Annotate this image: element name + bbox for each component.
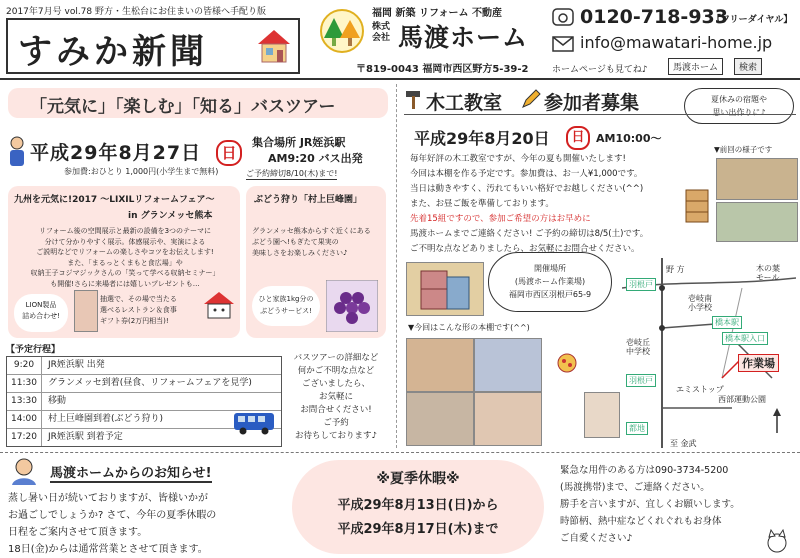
table-row [7, 393, 281, 411]
prev-photo-1 [716, 158, 798, 200]
schedule-time: 14:00 [7, 411, 42, 428]
grape-body-line: ぶどう園へ!もぎたて果実の [252, 238, 339, 246]
class-photo-2 [474, 338, 542, 392]
tour-weekday: 日 [216, 140, 242, 166]
class-photo-1 [406, 338, 474, 392]
map-label-park: 西部運動公園 [718, 395, 766, 404]
staff-icon [8, 456, 40, 486]
company-type [372, 22, 390, 44]
fair-title: 九州を元気に!2017 ～LIXILリフォームフェア～ [14, 195, 215, 205]
woodwork-rule [404, 114, 796, 115]
woodwork-bubble [684, 88, 794, 124]
map-label-line: モール [756, 273, 780, 282]
schedule-event: グランメッセ到着(昼食、リフォームフェアを見学) [48, 378, 252, 388]
holiday-title: ※夏季休暇※ [376, 471, 460, 487]
schedule-time: 9:20 [7, 357, 42, 374]
map-label-line: 壱岐南 [688, 294, 712, 303]
woodwork-body-line: また、お昼ご飯を準備しております。 [410, 199, 554, 209]
lion-note-line: 詰め合わせ! [22, 312, 60, 320]
tour-banner: 「元気に」「楽しむ」「知る」バスツアー [30, 97, 336, 117]
inquiry-text [284, 352, 388, 443]
lottery-line: 選べるレストラン＆食事 [100, 306, 177, 314]
woodwork-body-line: 馬渡ホームまでご連絡ください! ご予約の締切は8/5(土)です。 [410, 229, 649, 239]
phone-number[interactable]: 0120-718-933 [580, 6, 728, 28]
woodwork-body-line: 先着15組ですので、参加ご希望の方はお早めに [410, 214, 591, 224]
free-dial-label: 【フリーダイヤル】 [712, 15, 793, 25]
notice-title: 馬渡ホームからのお知らせ! [50, 462, 212, 483]
lion-note [14, 294, 68, 332]
search-word-box[interactable]: 馬渡ホーム [668, 58, 723, 75]
table-row [7, 375, 281, 393]
mail-icon [552, 36, 574, 52]
company-tagline: 福岡 新築 リフォーム 不動産 [372, 8, 502, 19]
map-label-hashimoto-iri: 橋本駅入口 [722, 332, 768, 345]
tour-date: 平成29年8月27日 [30, 142, 202, 164]
prev-photo-2 [716, 202, 798, 242]
company-address: 〒819-0043 福岡市西区野方5-39-2 [356, 64, 529, 75]
phone-icon [552, 8, 574, 26]
fair-card [8, 186, 240, 338]
venue-bubble [488, 252, 612, 312]
schedule-event: JR姪浜駅 到着予定 [48, 432, 123, 442]
map-label-line: 壱岐丘 [626, 338, 650, 347]
venue-line: (馬渡ホーム作業場) [514, 277, 586, 286]
inquiry-line: ございましたら、 [301, 379, 370, 389]
schedule-event: JR姪浜駅 出発 [48, 360, 105, 370]
emergency-line: 勝手を言いますが、宜しくお願いします。 [560, 499, 740, 510]
map-label-store: エミストップ [676, 385, 724, 394]
pencil-icon [520, 88, 542, 110]
venue-line: 開催場所 [534, 264, 566, 273]
newsletter-title: すみか新聞 [18, 32, 208, 72]
inquiry-line: お気軽に [318, 392, 353, 402]
prev-label: ▼前回の様子です [714, 145, 773, 154]
column-divider [396, 84, 397, 448]
search-button[interactable]: 検索 [734, 58, 762, 75]
schedule-event: 移動 [48, 396, 67, 406]
masthead-divider [0, 78, 800, 80]
fair-venue: in グランメッセ熊本 [128, 211, 213, 221]
class-photo-3 [406, 392, 474, 446]
bookshelf-illustration-icon [407, 263, 483, 315]
bookshelf-photo [406, 262, 484, 316]
map-label-noura: 野 方 [666, 265, 685, 274]
woodwork-title: 木工教室 [426, 92, 503, 114]
inquiry-line: お待ちしております♪ [295, 431, 377, 441]
house-icon [256, 28, 292, 64]
fair-body [14, 226, 236, 289]
guide-person-icon [6, 136, 28, 170]
photo-caption: ▼今回はこんな形の本棚です(^^) [408, 323, 530, 332]
access-map [622, 258, 796, 448]
venue-line: 福岡市西区羽根戸65-9 [508, 290, 592, 299]
grape-title: ぶどう狩り「村上巨峰園」 [254, 195, 363, 205]
map-label-sengen: 都地 [626, 422, 648, 435]
notice-body [8, 490, 216, 558]
notice-body-line: 蒸し暑い日が続いておりますが、皆様いかが [8, 493, 208, 504]
company-type-line-1: 株式 [372, 22, 391, 32]
holiday-end: 平成29年8月17日(木)まで [337, 522, 499, 537]
map-label-kinoha [756, 264, 780, 282]
schedule-header: 【予定行程】 [6, 345, 61, 355]
woodwork-body-line: 今回は本棚を作る予定です。参加費は、お一人¥1,000です。 [410, 169, 643, 179]
inquiry-line: バスツアーの詳細など [293, 353, 379, 363]
woodwork-body-line: ご不明な点などありましたら、お気軽にお問合せください。 [410, 244, 640, 254]
email-address[interactable]: info@mawatari-home.jp [580, 33, 773, 52]
lottery-note [100, 294, 177, 327]
map-label-ikioka [626, 338, 650, 356]
shelf-icon [682, 186, 712, 226]
fair-body-line: 分けて分かりやすく展示。体感展示や、実演による [44, 237, 206, 246]
inquiry-line: お問合せください! [300, 405, 372, 415]
woodwork-title-2: 参加者募集 [544, 92, 640, 114]
fair-body-line: リフォーム後の空間展示と最新の設備を3つのテーマに [38, 227, 212, 235]
grape-note [252, 286, 320, 326]
emergency-text [560, 462, 740, 547]
fair-body-line: 収納王子コジマジックさんの「笑って学べる収納セミナー」 [30, 269, 220, 277]
grape-body [252, 226, 371, 259]
map-label-haneto: 羽根戸 [626, 278, 656, 291]
company-logo-icon [320, 8, 364, 54]
schedule-time: 13:30 [7, 393, 42, 410]
inquiry-line: 何かご不明な点など [297, 366, 375, 376]
holiday-start: 平成29年8月13日(日)から [337, 498, 499, 513]
class-photo-4 [474, 392, 542, 446]
company-name: 馬渡ホーム [398, 23, 529, 52]
grape-body-line: グランメッセ熊本からすぐ近くにある [252, 227, 371, 235]
map-label-south: 至 金武 [670, 439, 697, 448]
bubble-line: 夏休みの宿題や [711, 95, 767, 104]
bus-icon [232, 410, 276, 436]
hammer-icon [404, 88, 426, 110]
issue-line: 2017年7月号 vol.78 野方・生松台にお住まいの皆様へ手配り版 [6, 7, 266, 17]
table-row [7, 357, 281, 375]
grapes-icon [326, 280, 378, 332]
emergency-line: 緊急な用件のある方は090-3734-5200 [560, 465, 729, 476]
inquiry-line: ご予約 [323, 418, 349, 428]
grape-card [246, 186, 386, 338]
notice-body-line: 日程をご案内させて頂きます。 [8, 527, 148, 538]
map-label-line: 中学校 [626, 347, 650, 356]
schedule-time: 11:30 [7, 375, 42, 392]
fair-body-line: ご説明などでリフォームの楽しさやコツをお伝えします! [36, 248, 214, 256]
notice-body-line: お過ごしでしょうか? さて、今年の夏季休暇の [8, 510, 217, 521]
woodwork-body-line: 毎年好評の木工教室ですが、今年の夏も開催いたします! [410, 154, 626, 164]
emergency-line: ご自愛ください♪ [560, 533, 633, 544]
cat-icon [760, 528, 794, 554]
lottery-line: ギフト券(2万円相当)! [100, 317, 169, 325]
snack-photo [584, 392, 620, 438]
woodwork-body-line: 当日は動きやすく、汚れてもいい格好でお越しください(^^) [410, 184, 644, 194]
emergency-line: 時節柄、熱中症などくれぐれもお身体 [560, 516, 722, 527]
fair-body-line: も開催!さらに来場者には嬉しいプレゼントも… [50, 279, 200, 288]
title-box [6, 18, 300, 74]
map-label-line: 小学校 [688, 303, 712, 312]
fair-body-line: また、「まるっとくまもと食広場」や [67, 258, 183, 267]
woodwork-weekday: 日 [566, 126, 590, 150]
map-label-school [688, 294, 712, 312]
notice-body-line: 18日(金)からは通常営業とさせて頂きます。 [8, 544, 208, 555]
map-label-hashimoto: 橋本駅 [712, 316, 742, 329]
bubble-line: 思い出作りに♪ [712, 108, 766, 117]
homepage-note: ホームページも見てね♪ [552, 65, 648, 75]
lion-note-line: LION製品 [25, 301, 57, 309]
gift-photo [74, 290, 98, 332]
lottery-line: 抽選で、その場で当たる [100, 295, 177, 303]
map-label-haneto-2: 羽根戸 [626, 374, 656, 387]
company-type-line-2: 会社 [372, 33, 391, 43]
schedule-time: 17:20 [7, 429, 42, 446]
meeting-place: 集合場所 JR姪浜駅 [252, 136, 346, 149]
holiday-oval [292, 460, 544, 554]
woodwork-time: AM10:00～ [596, 132, 662, 145]
pizza-icon [554, 352, 580, 374]
bottom-divider [0, 452, 800, 453]
emergency-line: (馬渡携帯)まで、ご連絡ください。 [560, 482, 710, 493]
tour-fee: 参加費:おひとり 1,000円(小学生まで無料) [64, 167, 219, 176]
meeting-time: AM9:20 バス出発 [268, 152, 363, 165]
tour-deadline: ご予約締切8/10(木)まで! [246, 169, 338, 178]
grape-note-line: ぶどうサービス! [260, 307, 312, 315]
woodwork-body [410, 152, 648, 257]
map-label-line: 木の葉 [756, 264, 780, 273]
map-label-workshop: 作業場 [738, 354, 779, 372]
grape-note-line: ひと家族1kg分の [258, 295, 314, 303]
schedule-event: 村上巨峰園到着(ぶどう狩り) [48, 414, 164, 424]
house-character-icon [202, 290, 236, 320]
grape-body-line: 美味しさをお楽しみください♪ [252, 249, 348, 257]
woodwork-date: 平成29年8月20日 [414, 129, 550, 148]
